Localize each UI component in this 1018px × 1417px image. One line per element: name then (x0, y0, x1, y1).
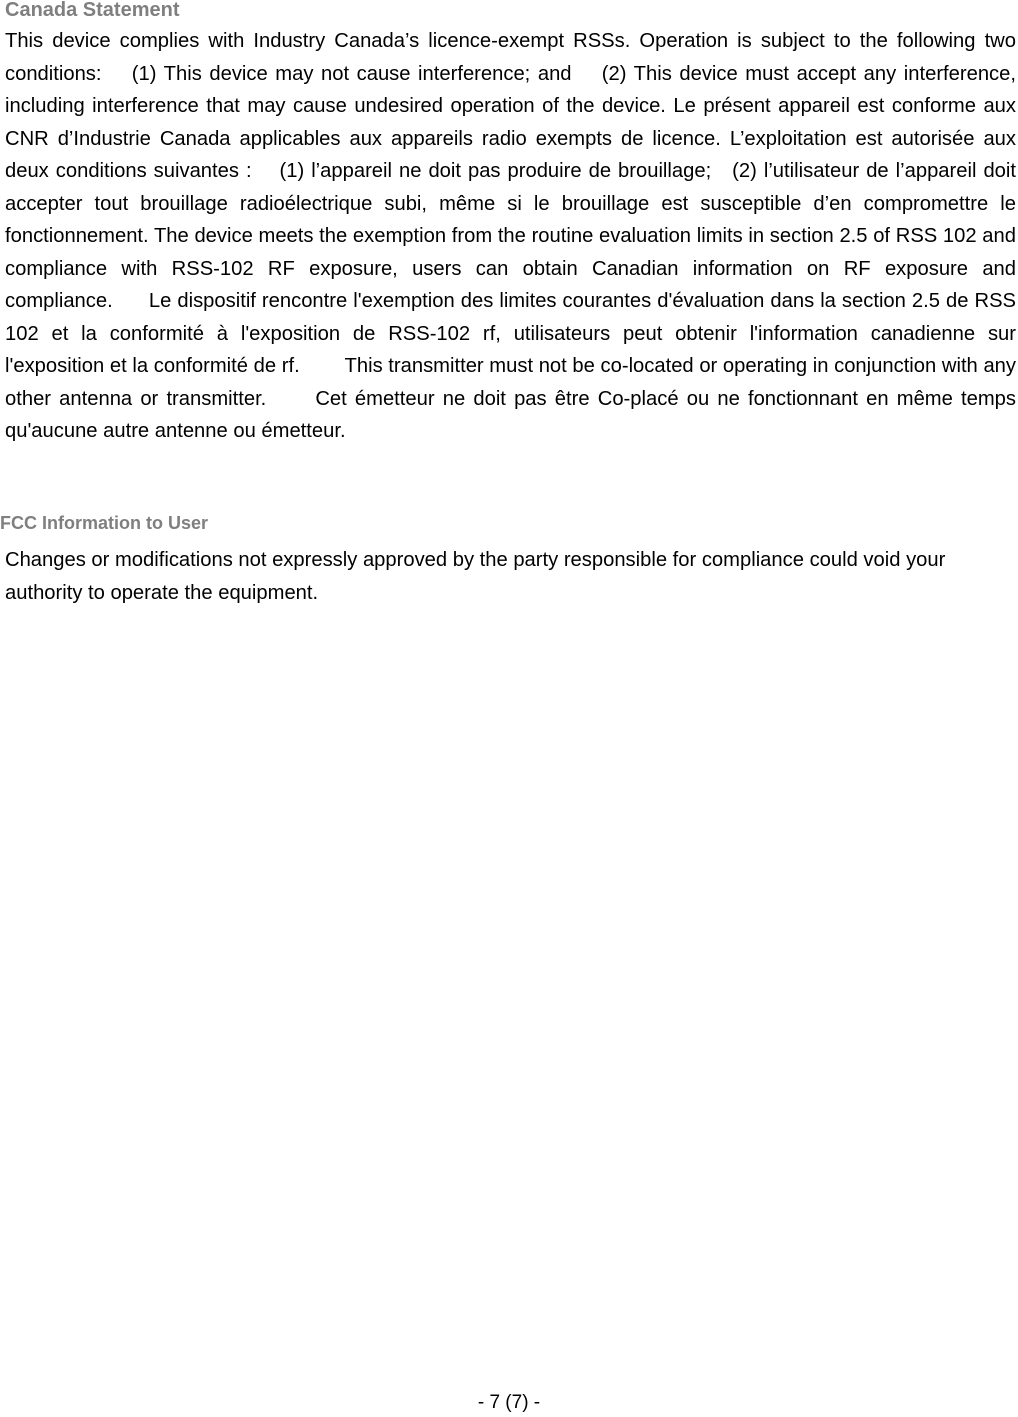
fcc-information-body: Changes or modifications not expressly approved by the party responsible for compliance could void your authority to operate the equipment. (5, 549, 946, 604)
fcc-information-heading: FCC Information to User (0, 513, 209, 533)
page-number: - 7 (7) - (477, 1392, 541, 1413)
canada-statement-body: This device complies with Industry Canada’s licence-exempt RSSs. Operation is subject to the following two conditions: (1) This device may not cause interference; and (2) This device must accept any interference, including interference that may cause undesired operation of the device. Le présent appareil est conforme aux CNR d’Industrie Canada applicables aux appareils radio exempts de licence. L’exploitation est autorisée aux deux conditions suivantes : (1) l’appareil ne doit pas produire de brouillage; (2) l’utilisateur de l’appareil doit accepter tout brouillage radioélectrique subi, même si le brouillage est susceptible d’en compromettre le fonctionnement. The device meets the exemption from the routine evaluation limits in section 2.5 of RSS 102 and compliance with RSS-102 RF exposure, users can obtain Canadian information on RF exposure and compliance. Le dispositif rencontre l'exemption des limites courantes d'évaluation dans la section 2.5 de RSS 102 et la conformité à l'exposition de RSS-102 rf, utilisateurs peut obtenir l'information canadienne sur l'exposition et la conformité de rf. This transmitter must not be co-located or operating in conjunction with any other antenna or transmitter. Cet émetteur ne doit pas être Co-placé ou ne fonctionnant en même temps qu'aucune autre antenne ou émetteur. (5, 30, 1016, 442)
canada-statement-heading: Canada Statement (5, 0, 180, 21)
